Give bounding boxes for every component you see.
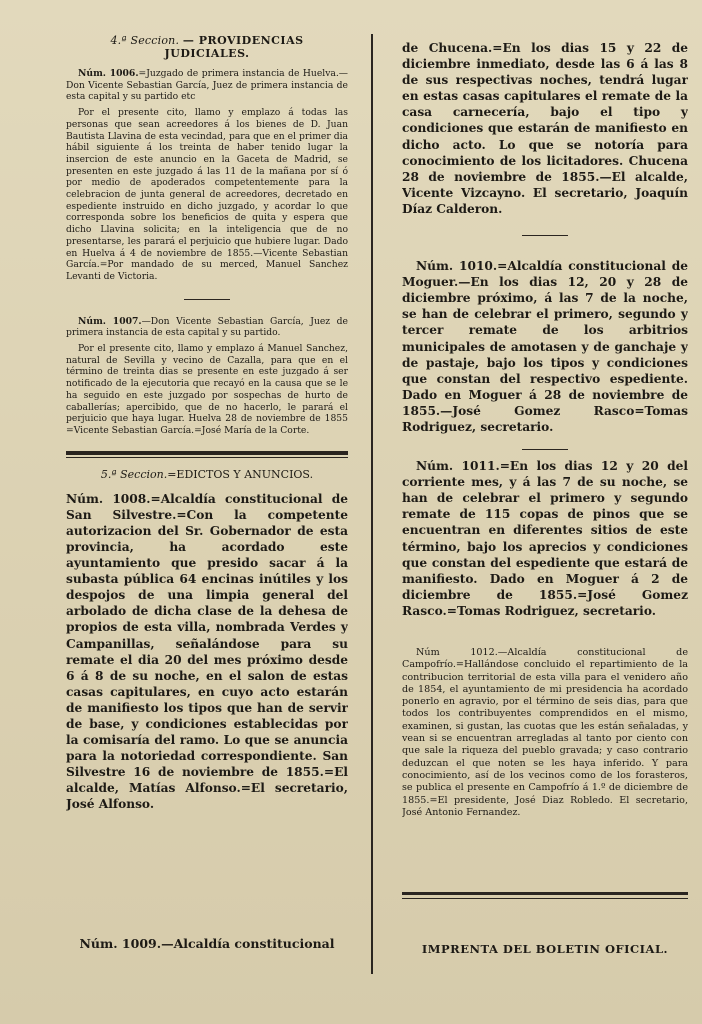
- notice-1007-intro: Núm. 1007.—Don Vicente Sebastian García, Juez de primera instancia de esta capital y su partido.: [66, 315, 348, 339]
- notice-1010: Núm. 1010.=Alcaldía constitucional de Moguer.—En los dias 12, 20 y 28 de diciembre próximo, á las 7 de la noche, se han de celebrar el primero, segundo y tercer remate de los arbitrios municipales de amotasen y de ganchaje y de pastaje, bajo los tipos y condiciones que constan del respectivo espediente. Dado en Moguer á 28 de noviembre de 1855.—José Gomez Rasco=Tomas Rodriguez, secretario.: [402, 259, 688, 434]
- notice-1007-number: Núm. 1007.: [78, 315, 142, 327]
- section-4-heading: 4.ª Seccion. — PROVIDENCIAS JUDICIALES.: [110, 34, 304, 60]
- notice-1006-body: Por el presente cito, llamo y emplazo á todas las personas que sean acreedores á los bienes de D. Juan Bautista Llavina de esta vecindad, para que en el primer dia hábil siguiente á los treinta de haber tenido lugar la insercion de este anuncio en la Gaceta de Madrid, se presenten en este juzgado á las 11 de la mañana por sí ó por medio de apoderados competentemente para la celebracion de junta general de acreedores, decretado en espediente instruido en dicho juzgado, y acordar lo que corresponda sobre los beneficios de quita y espera que dicho Llavina solicita; en la inteligencia que de no presentarse, les parará el perjuicio que hubiere lugar. Dado en Huelva á 4 de noviembre de 1855.—Vicente Sebastian García.=Por mandado de su merced, Manuel Sanchez Levanti de Victoria.: [66, 107, 348, 282]
- notice-1009-continuation: de Chucena.=En los dias 15 y 22 de diciembre inmediato, desde las 6 á las 8 de sus respectivas noches, tendrá lugar en estas casas capitulares el remate de la casa carnecería, bajo el tipo y condiciones que estarán de manifiesto en dicho acto. Lo que se notoría para conocimiento de los licitadores. Chucena 28 de noviembre de 1855.—El alcalde, Vicente Vizcayno. El secretario, Joaquín Díaz Calderon.: [402, 41, 688, 216]
- right-column: [402, 40, 688, 823]
- closing-rules: [402, 892, 688, 899]
- left-column: [66, 34, 348, 813]
- notice-1011-number: Núm. 1011.: [416, 459, 500, 474]
- column-divider: [371, 34, 373, 974]
- notice-1007-body: Por el presente cito, llamo y emplazo á Manuel Sanchez, natural de Sevilla y vecino de Cazalla, para que en el término de treinta dias se presente en este juzgado á ser notificado de la ejecutoria que recayó en la causa que se le ha seguido en este juzgado por sospechas de hurto de caballerías; apercibido, que de no hacerlo, le parará el perjuicio que haya lugar. Huelva 28 de noviembre de 1855 =Vicente Sebastian García.=José María de la Corte.: [66, 343, 348, 436]
- notice-1006-number: Núm. 1006.: [78, 68, 139, 79]
- section-5-heading: 5.ª Seccion.=EDICTOS Y ANUNCIOS.: [100, 467, 314, 481]
- separator: [184, 299, 230, 300]
- notice-1009-number: Núm. 1009.: [79, 936, 162, 951]
- separator: [522, 449, 568, 450]
- notice-1006-intro: Núm. 1006.=Juzgado de primera instancia de Huelva.—Don Vicente Sebastian García, Juez de primera instancia de esta capital y su partido etc: [66, 68, 348, 103]
- notice-1012: Núm 1012.—Alcaldía constitucional de Campofrío.=Hallándose concluido el repartimiento de la contribucion territorial de esta villa para el venidero año de 1854, el ayuntamiento de mi presidencia ha acordado ponerlo en agravio, por el término de seis dias, para que todos los contribuyentes comprendidos en el mismo, examinen, si gustan, las cuotas que les están señaladas, y vean si se encuentran arregladas al tanto por ciento con que sale la riqueza del pueblo gravada; y caso contrario deduzcan el que noten se les haya inferido. Y para conocimiento, así de los vecinos como de los forasteros, se publica el presente en Campofrío á 1.º de diciembre de 1855.=El presidente, José Diaz Robledo. El secretario, José Antonio Fernandez.: [402, 647, 688, 818]
- section-rule-thick: [66, 451, 348, 455]
- notice-1010-number: Núm. 1010.: [416, 259, 498, 274]
- section-rule-thin: [66, 457, 348, 458]
- notice-1011: Núm. 1011.=En los dias 12 y 20 del corriente mes, y á las 7 de su noche, se han de celebrar el primero y segundo remate de 115 copas de pinos que se encuentran en diferentes sitios de este término, bajo los aprecios y condiciones que constan del espediente que estará de manifiesto. Dado en Moguer á 2 de diciembre de 1855.=José Gomez Rasco.=Tomas Rodriguez, secretario.: [402, 459, 688, 618]
- notice-1009-heading: Núm. 1009.—Alcaldía constitucional: [79, 936, 335, 951]
- separator: [522, 235, 568, 236]
- notice-1012-number: Núm 1012.: [416, 647, 498, 658]
- notice-1008-number: Núm. 1008.: [66, 491, 151, 506]
- printer-imprint: IMPRENTA DEL BOLETIN OFICIAL.: [421, 942, 669, 956]
- notice-1008: Núm. 1008.=Alcaldía constitucional de San Silvestre.=Con la competente autorizacion del Sr. Gobernador de esta provincia, ha acordado este ayuntamiento que presido sacar á la subasta pública 64 encinas inútiles y los despojos de una limpia general del arbolado de dicha clase de la dehesa de propios de esta villa, nombrada Verdes y Campanillas, señalándose para su remate el dia 20 del mes próximo desde 6 á 8 de su noche, en el salon de estas casas capitulares, en cuyo acto estarán de manifiesto los tipos que han de servir de base, y condiciones establecidas por la comisaría del ramo. Lo que se anuncia para la notoriedad correspondiente. San Silvestre 16 de noviembre de 1855.=El alcalde, Matías Alfonso.=El secretario, José Alfonso.: [66, 491, 348, 812]
